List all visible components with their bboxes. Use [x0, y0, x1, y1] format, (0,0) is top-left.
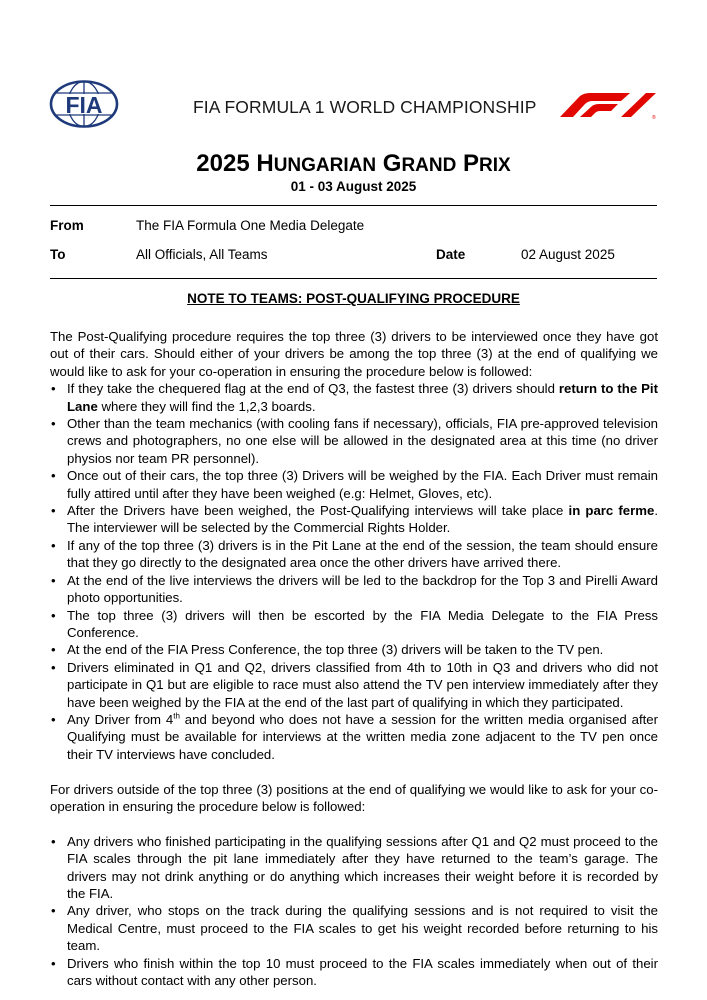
to-value: All Officials, All Teams: [136, 247, 268, 262]
list-item: • At the end of the FIA Press Conference, the top three (3) drivers will be taken to the TV pen.: [50, 641, 658, 658]
f1-logo-icon: [558, 90, 658, 120]
list-item: • If any of the top three (3) drivers is in the Pit Lane at the end of the session, the team should ensure that they go directly to the designated area once the other drivers have arrived there.: [50, 537, 658, 572]
event-title: 2025 HUNGARIAN GRAND PRIX: [196, 150, 511, 177]
list-item: • Other than the team mechanics (with cooling fans if necessary), officials, FIA pre-approved television crews and photographers, no one else will be allowed in the designated area at this time (no driver physios nor team PR personnel).: [50, 415, 658, 467]
fia-logo-icon: [49, 80, 119, 128]
svg-text:®: ®: [652, 115, 656, 120]
document-header: [0, 0, 707, 140]
list-item: • Drivers eliminated in Q1 and Q2, drivers classified from 4th to 10th in Q3 and drivers who did not participate in Q1 but are eligible to race must also attend the TV pen interview immediately after they have been weighed by the FIA at the end of the last part of qualifying in which they participated.: [50, 659, 658, 711]
to-label: To: [50, 247, 66, 262]
list-item: • At the end of the live interviews the drivers will be led to the backdrop for the Top 3 and Pirelli Award photo opportunities.: [50, 572, 658, 607]
other-drivers-paragraph: For drivers outside of the top three (3) positions at the end of qualifying we would like to ask for your co-operation in ensuring the procedure below is followed:: [50, 781, 658, 814]
list-item: • Drivers who finish within the top 10 must proceed to the FIA scales immediately when out of their cars without contact with any other person.: [50, 955, 658, 990]
list-item: • Any Driver from 4th and beyond who does not have a session for the written media organised after Qualifying must be available for interviews at the written media zone adjacent to the TV pen once their TV interviews have concluded.: [50, 711, 658, 763]
note-title: NOTE TO TEAMS: POST-QUALIFYING PROCEDURE: [187, 291, 520, 306]
intro-paragraph: The Post-Qualifying procedure requires the top three (3) drivers to be interviewed once they have got out of their cars. Should either of your drivers be among the top three (3) at the end of qualifying we would like to ask for your co-operation in ensuring the procedure below is followed:: [50, 329, 658, 379]
list-item: • The top three (3) drivers will then be escorted by the FIA Media Delegate to the FIA Press Conference.: [50, 607, 658, 642]
other-drivers-procedure-list: [50, 833, 658, 990]
list-item: • Any drivers who finished participating in the qualifying sessions after Q1 and Q2 must proceed to the FIA scales through the pit lane immediately after they have returned to the team’s garage. The drivers may not drink anything or do anything which increases their weight before it is recorded by the FIA.: [50, 833, 658, 903]
list-item: • Once out of their cars, the top three (3) Drivers will be weighed by the FIA. Each Driver must remain fully attired until after they have been weighed (e.g: Helmet, Gloves, etc).: [50, 467, 658, 502]
list-item: • After the Drivers have been weighed, the Post-Qualifying interviews will take place in parc ferme. The interviewer will be selected by the Commercial Rights Holder.: [50, 502, 658, 537]
document-body: [50, 328, 658, 989]
list-item: • Any driver, who stops on the track during the qualifying sessions and is not required to visit the Medical Centre, must proceed to the FIA scales to get his weight recorded before returning to his team.: [50, 902, 658, 954]
from-value: The FIA Formula One Media Delegate: [136, 218, 365, 233]
event-dates: 01 - 03 August 2025: [290, 179, 417, 194]
header-divider: [50, 205, 657, 206]
fia-logo-text: FIA: [65, 92, 103, 118]
meta-divider: [50, 278, 657, 279]
date-value: 02 August 2025: [521, 247, 615, 262]
top-three-procedure-list: [50, 380, 658, 763]
list-item: • If they take the chequered flag at the end of Q3, the fastest three (3) drivers should return to the Pit Lane where they will find the 1,2,3 boards.: [50, 380, 658, 415]
championship-title: FIA FORMULA 1 WORLD CHAMPIONSHIP: [193, 97, 537, 117]
from-label: From: [50, 218, 84, 233]
date-label: Date: [436, 247, 466, 262]
